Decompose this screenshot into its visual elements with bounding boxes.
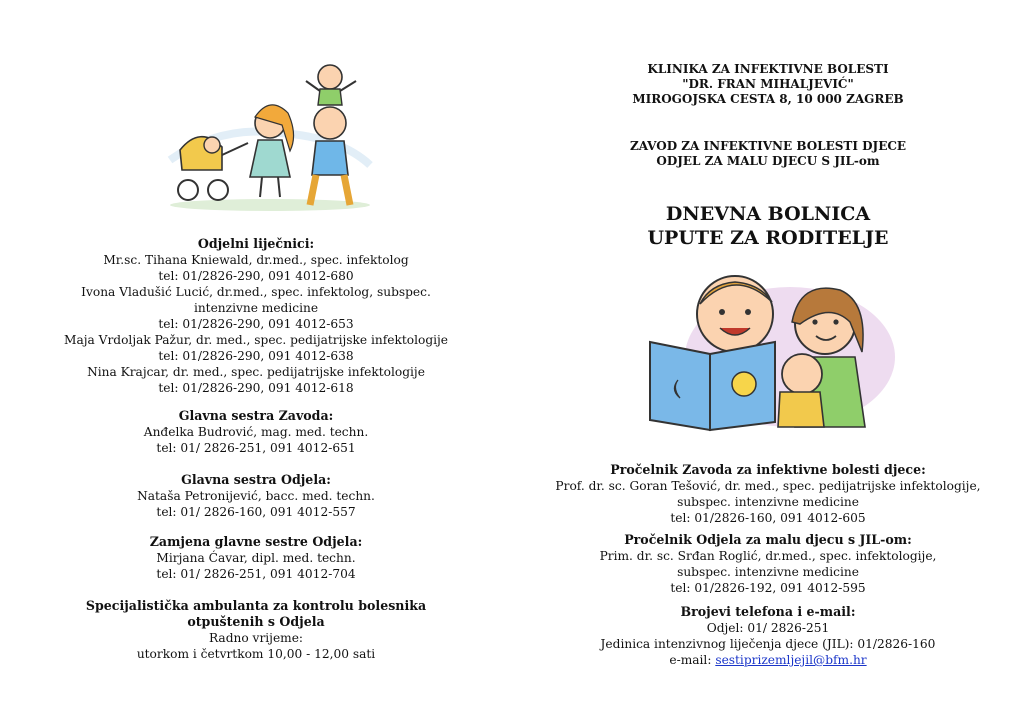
- deputy-nurse-line: tel: 01/ 2826-251, 091 4012-704: [156, 567, 356, 581]
- institution-subtitle: "DR. FRAN MIHALJEVIĆ": [682, 77, 854, 91]
- head-nurse-ward-heading: Glavna sestra Odjela:: [181, 472, 331, 487]
- head-nurse-ward-block: [0, 472, 512, 520]
- head-nurse-dept-block: [0, 408, 512, 456]
- head-dept-heading: Pročelnik Zavoda za infektivne bolesti djece:: [610, 462, 926, 477]
- contacts-block: [512, 604, 1024, 668]
- head-ward-line: tel: 01/2826-192, 091 4012-595: [670, 581, 866, 595]
- email-line: [512, 652, 1024, 668]
- doctors-heading: Odjelni liječnici:: [197, 236, 315, 251]
- head-dept-block: [512, 462, 1024, 526]
- head-ward-block: [512, 532, 1024, 596]
- head-ward-heading: Pročelnik Odjela za malu djecu s JIL-om:: [624, 532, 912, 547]
- doctor-line: Nina Krajcar, dr. med., spec. pedijatrijske infektologije: [87, 365, 425, 379]
- doctor-line: intenzivne medicine: [193, 301, 319, 315]
- head-nurse-dept-line: tel: 01/ 2826-251, 091 4012-651: [156, 441, 356, 455]
- clinic-heading: Specijalistička ambulanta za kontrolu bolesnika: [85, 598, 427, 613]
- deputy-nurse-block: [0, 534, 512, 582]
- title-line-1: DNEVNA BOLNICA: [665, 203, 871, 225]
- institution-name: KLINIKA ZA INFEKTIVNE BOLESTI: [647, 62, 889, 76]
- doctor-line: tel: 01/2826-290, 091 4012-680: [158, 269, 354, 283]
- head-ward-line: Prim. dr. sc. Srđan Roglić, dr.med., spec. infektologije,: [599, 549, 937, 563]
- reading-family-illustration: [640, 262, 896, 437]
- doctor-line: tel: 01/2826-290, 091 4012-653: [158, 317, 354, 331]
- page-title: [512, 202, 1024, 250]
- clinic-hours-label: Radno vrijeme:: [208, 631, 304, 645]
- contact-line: Odjel: 01/ 2826-251: [706, 621, 830, 635]
- clinic-heading-2: otpuštenih s Odjela: [187, 614, 325, 629]
- doctors-block: [0, 236, 512, 396]
- institution-header: [512, 62, 1024, 107]
- head-dept-line: subspec. intenzivne medicine: [677, 495, 859, 509]
- deputy-nurse-heading: Zamjena glavne sestre Odjela:: [149, 534, 363, 549]
- ward-name: ODJEL ZA MALU DJECU S JIL-om: [656, 154, 880, 168]
- head-dept-line: Prof. dr. sc. Goran Tešović, dr. med., spec. pedijatrijske infektologije,: [555, 479, 981, 493]
- institution-address: MIROGOJSKA CESTA 8, 10 000 ZAGREB: [632, 92, 904, 106]
- title-line-2: UPUTE ZA RODITELJE: [647, 227, 889, 249]
- doctor-line: tel: 01/2826-290, 091 4012-638: [158, 349, 354, 363]
- email-link[interactable]: sestiprizemljejil@bfm.hr: [715, 653, 867, 667]
- doctor-line: Ivona Vladušić Lucić, dr.med., spec. infektolog, subspec.: [81, 285, 431, 299]
- department-name: ZAVOD ZA INFEKTIVNE BOLESTI DJECE: [629, 139, 907, 153]
- deputy-nurse-line: Mirjana Ćavar, dipl. med. techn.: [156, 551, 356, 565]
- email-label: e-mail:: [669, 653, 716, 667]
- head-ward-line: subspec. intenzivne medicine: [677, 565, 859, 579]
- clinic-hours: utorkom i četvrtkom 10,00 - 12,00 sati: [136, 647, 376, 661]
- doctor-line: tel: 01/2826-290, 091 4012-618: [158, 381, 354, 395]
- head-nurse-dept-line: Anđelka Budrović, mag. med. techn.: [143, 425, 369, 439]
- department-header: [512, 139, 1024, 169]
- doctor-line: Mr.sc. Tihana Kniewald, dr.med., spec. infektolog: [103, 253, 409, 267]
- head-nurse-ward-line: tel: 01/ 2826-160, 091 4012-557: [156, 505, 356, 519]
- contacts-heading: Brojevi telefona i e-mail:: [680, 604, 856, 619]
- family-illustration: [160, 55, 380, 215]
- doctor-line: Maja Vrdoljak Pažur, dr. med., spec. pedijatrijske infektologije: [63, 333, 449, 347]
- head-nurse-ward-line: Nataša Petronijević, bacc. med. techn.: [137, 489, 375, 503]
- right-page: [512, 0, 1024, 724]
- head-nurse-dept-heading: Glavna sestra Zavoda:: [178, 408, 334, 423]
- clinic-block: [0, 598, 512, 662]
- contact-line: Jedinica intenzivnog liječenja djece (JIL): 01/2826-160: [600, 637, 936, 651]
- head-dept-line: tel: 01/2826-160, 091 4012-605: [670, 511, 866, 525]
